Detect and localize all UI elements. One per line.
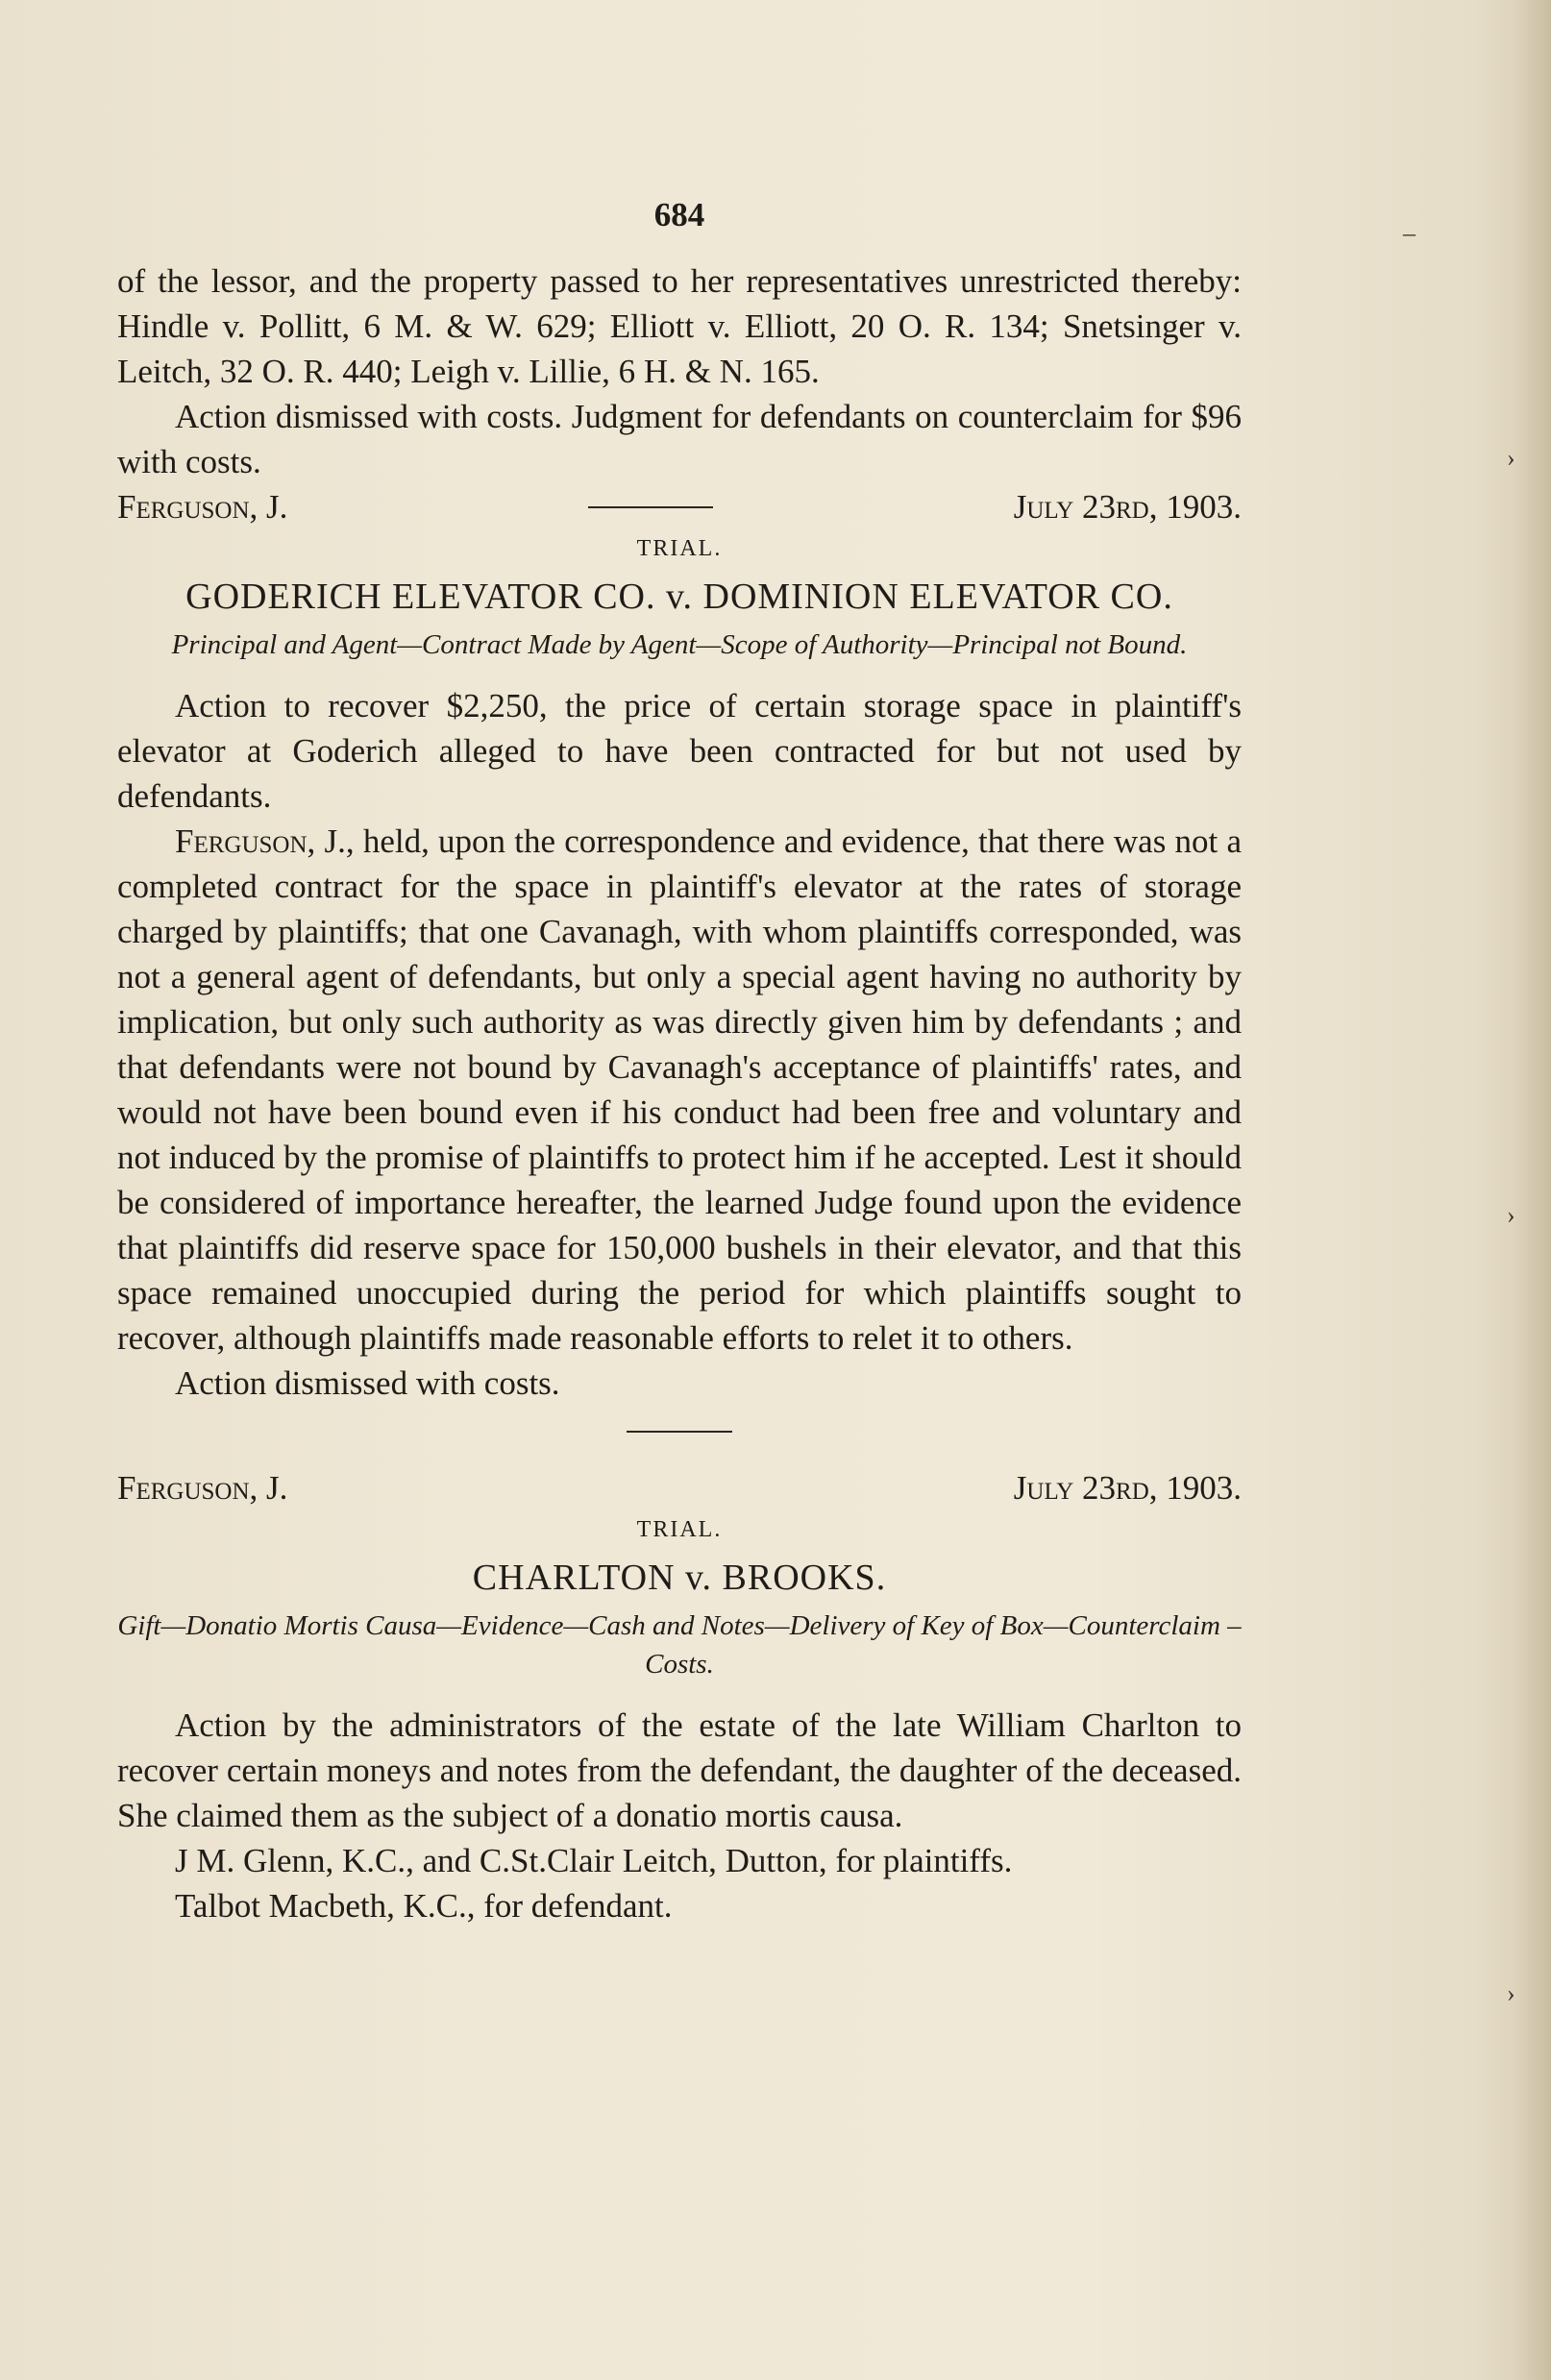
headnote: Gift—Donatio Mortis Causa—Evidence—Cash and Notes—Delivery of Key of Box—Counterclaim – Costs. <box>117 1610 1242 1680</box>
disposition: Action dismissed with costs. <box>175 1364 560 1402</box>
page-edge <box>1516 0 1551 2380</box>
case-title: CHARLTON v. BROOKS. <box>472 1558 887 1598</box>
case-header-row <box>117 1465 1242 1510</box>
judge-name: Ferguson, J. <box>117 1469 288 1507</box>
header-rule <box>588 506 713 508</box>
margin-mark: – <box>1403 219 1416 247</box>
counsel-plaintiffs: J M. Glenn, K.C., and C.St.Clair Leitch, Dutton, for plaintiffs. <box>175 1842 1013 1879</box>
continued-paragraph: of the lessor, and the property passed to her representatives unrestricted thereby: Hindle v. Pollitt, 6 M. & W. 629; Elliott v. Elliott, 20 O. R. 134; Snetsinger v. Leitch, 32 O. R. 440; Leigh v. Lillie, 6 H. & N. 165. <box>117 262 1242 390</box>
margin-mark: › <box>1507 444 1515 472</box>
judgment-text: , held, upon the correspondence and evidence, that there was not a completed contract for the space in plaintiff's elevator at the rates of storage charged by plaintiffs; that one Cavanagh, with whom plaintiffs corresponded, was not a general agent of defendants, but only a special agent having no authority by implication, but only such authority as was directly given him by defendants ; and that defendants were not bound by Cavanagh's acceptance of plaintiffs' rates, and would not have been bound even if his conduct had been free and voluntary and not induced by the promise of plaintiffs to protect him if he accepted. Lest it should be considered of importance hereafter, the learned Judge found upon the evidence that plaintiffs did reserve space for 150,000 bushels in their elevator, and that this space remained unoccupied during the period for which plaintiffs sought to recover, although plaintiffs made reasonable efforts to relet it to others. <box>117 822 1242 1357</box>
judgment-date: July 23rd, 1903. <box>1013 1469 1242 1507</box>
case-header-row <box>117 484 1242 529</box>
margin-mark: › <box>1507 1201 1515 1229</box>
margin-mark: › <box>1507 1979 1515 2007</box>
counsel-defendant: Talbot Macbeth, K.C., for defendant. <box>175 1887 673 1925</box>
page-text <box>117 192 1242 1928</box>
case-title: GODERICH ELEVATOR CO. v. DOMINION ELEVATOR CO. <box>185 577 1173 617</box>
case-statement: Action by the administrators of the estate of the late William Charlton to recover certain moneys and notes from the defendant, the daughter of the deceased. She claimed them as the subject of a donatio mortis causa. <box>117 1706 1242 1834</box>
proceeding-label: TRIAL. <box>636 536 723 561</box>
judge-reference: Ferguson, J. <box>175 822 346 860</box>
judgment-paragraph <box>117 819 1242 1361</box>
section-rule <box>627 1431 732 1433</box>
proceeding-label: TRIAL. <box>636 1517 723 1542</box>
case-statement: Action to recover $2,250, the price of certain storage space in plaintiff's elevator at Goderich alleged to have been contracted for but not used by defendants. <box>117 687 1242 815</box>
headnote: Principal and Agent—Contract Made by Agent—Scope of Authority—Principal not Bound. <box>171 629 1188 660</box>
disposition: Action dismissed with costs. Judgment for defendants on counterclaim for $96 with costs. <box>117 398 1242 480</box>
judge-name: Ferguson, J. <box>117 488 288 526</box>
judgment-date: July 23rd, 1903. <box>1013 488 1242 526</box>
page-number: 684 <box>653 196 705 233</box>
